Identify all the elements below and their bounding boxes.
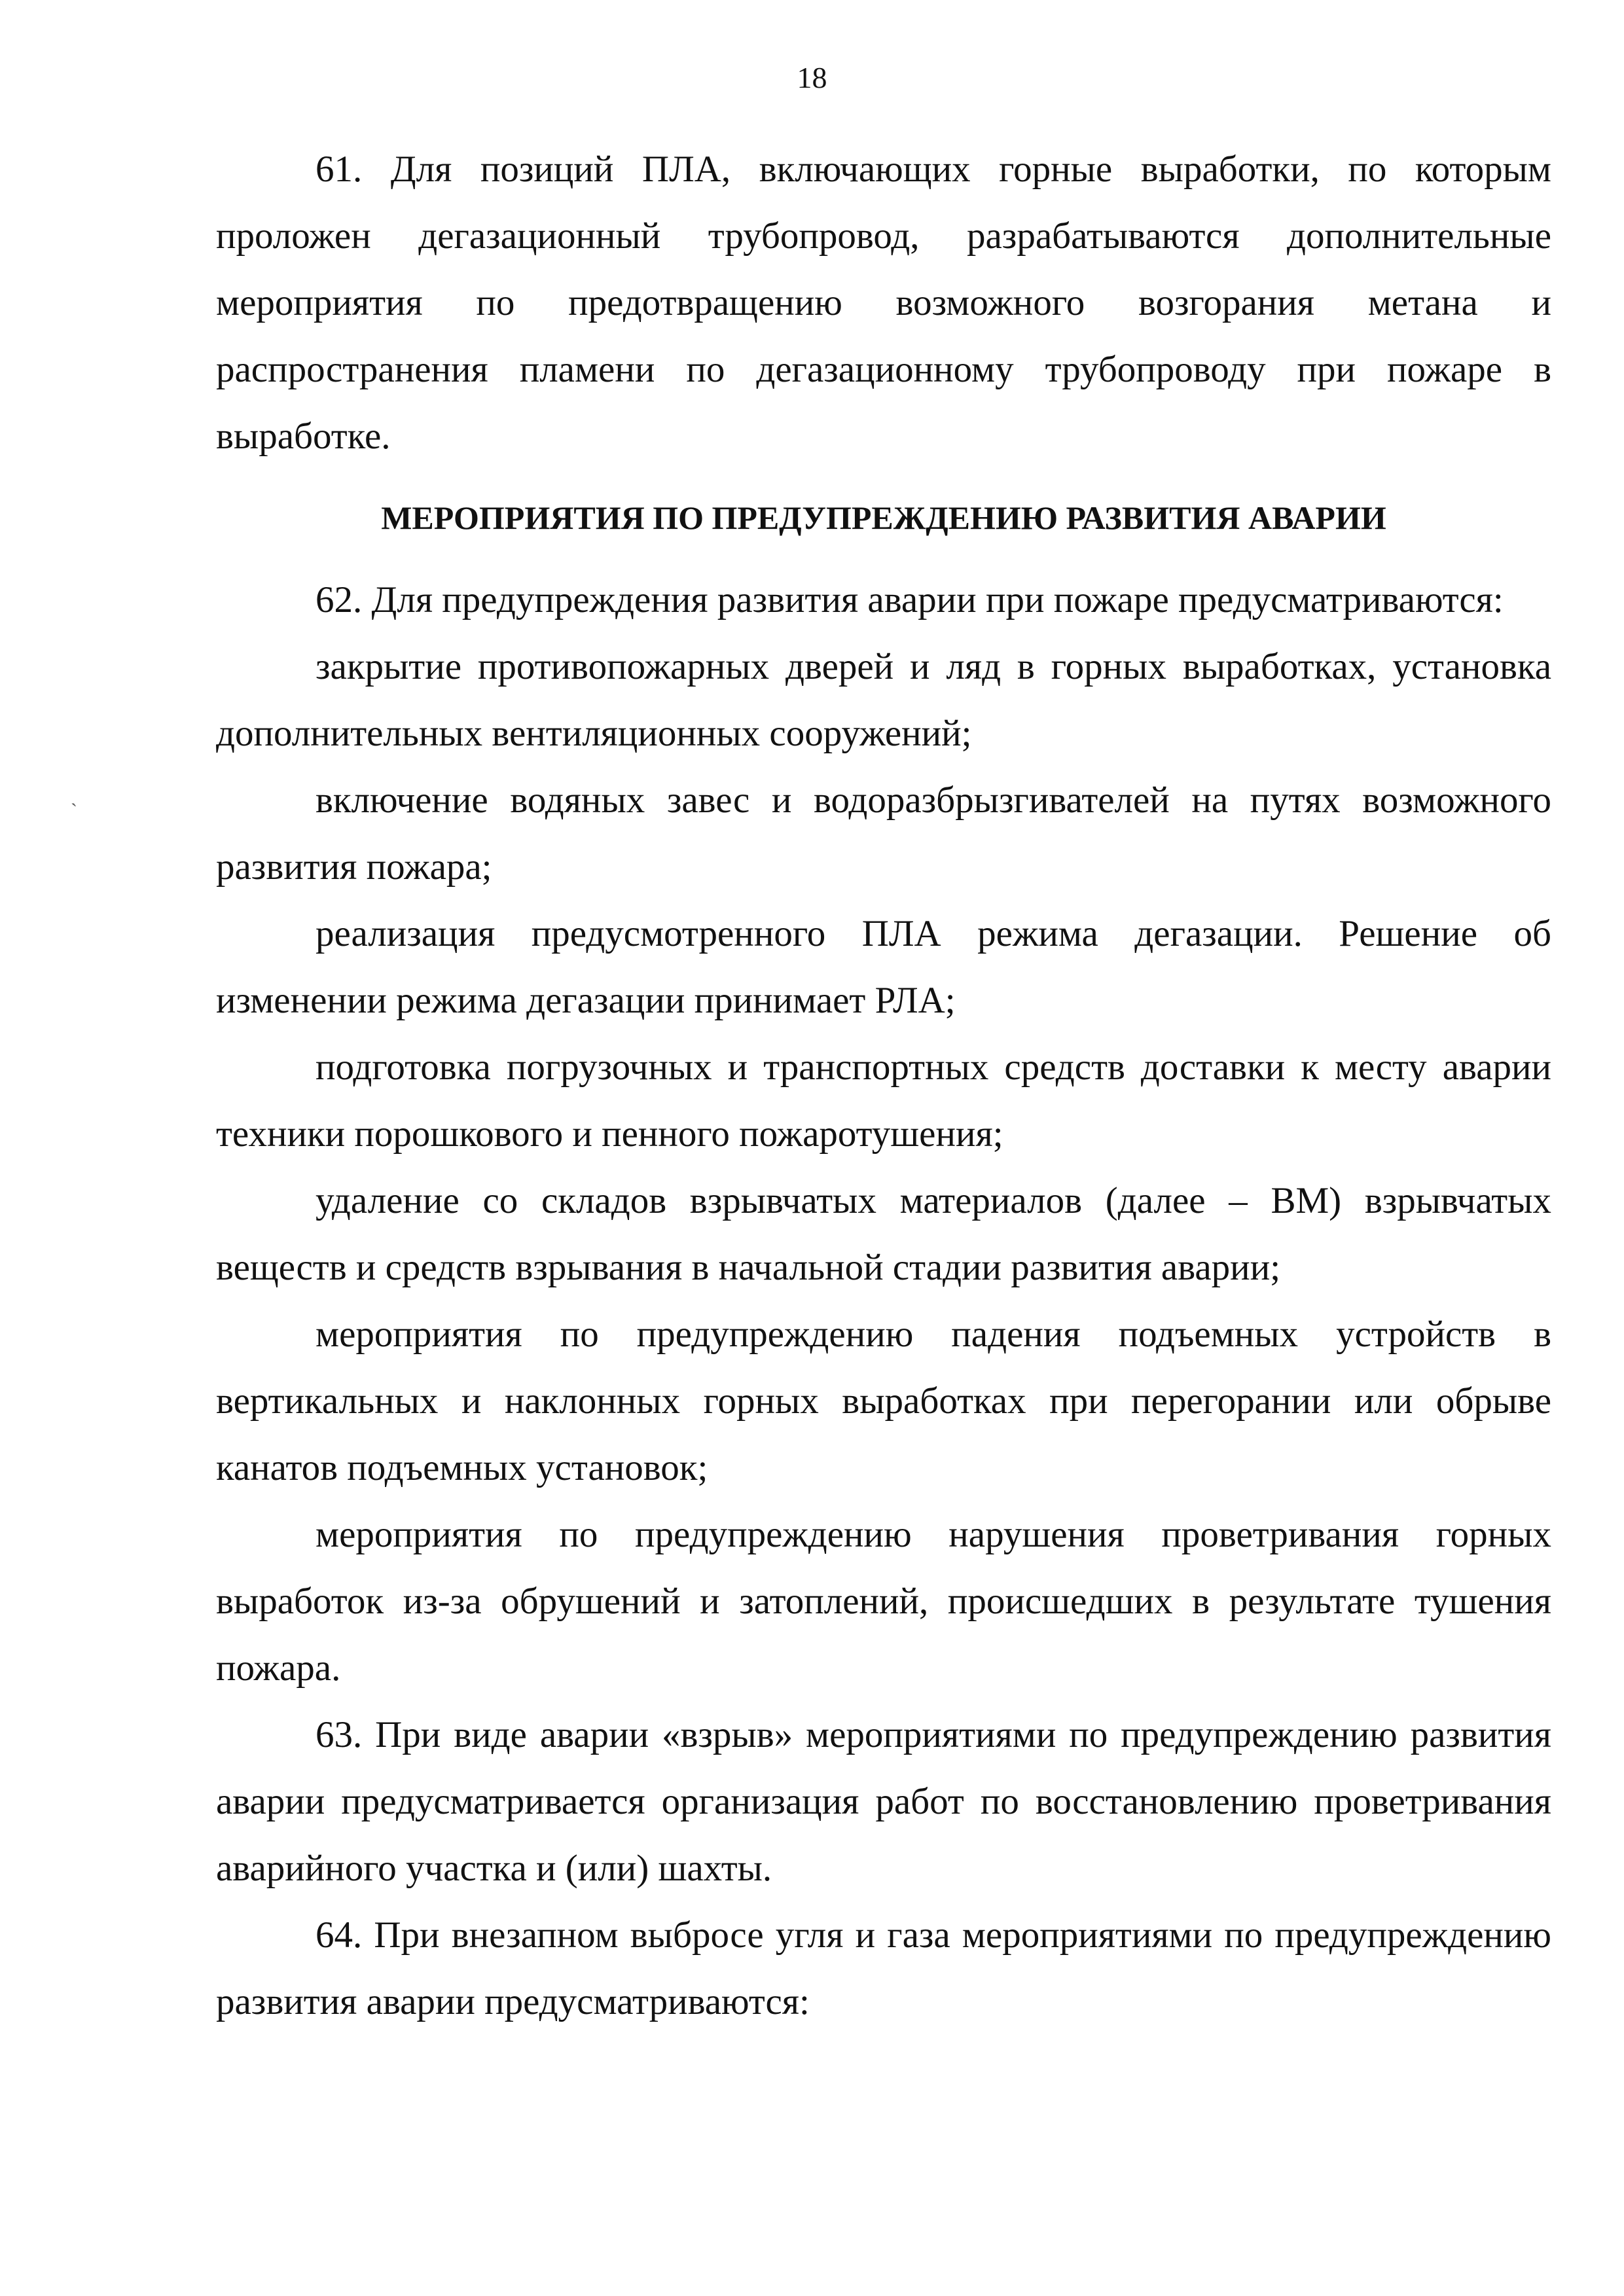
list-item-explosives: удаление со складов взрывчатых материалов (далее – ВМ) взрывчатых веществ и средств взрывания в начальной стадии развития аварии; (216, 1180, 1551, 1288)
paragraph-62: 62. Для предупреждения развития аварии при пожаре предусматриваются: (316, 579, 1504, 620)
scan-mark-icon: ` (71, 800, 77, 821)
paragraph-63: 63. При виде аварии «взрыв» мероприятиями по предупреждению развития аварии предусматривается организация работ по восстановлению проветривания аварийного участка и (или) шахты. (216, 1714, 1551, 1889)
section-heading: МЕРОПРИЯТИЯ ПО ПРЕДУПРЕЖДЕНИЮ РАЗВИТИЯ АВАРИИ (381, 499, 1386, 536)
paragraph-64: 64. При внезапном выбросе угля и газа мероприятиями по предупреждению развития аварии предусматриваются: (216, 1914, 1551, 2022)
document-body (216, 136, 1551, 2036)
list-item-ventilation: мероприятия по предупреждению нарушения проветривания горных выработок из-за обрушений и затоплений, происшедших в результате тушения пожара. (216, 1514, 1551, 1689)
list-item-doors: закрытие противопожарных дверей и ляд в горных выработках, установка дополнительных вентиляционных сооружений; (216, 646, 1551, 754)
list-item-water-curtains: включение водяных завес и водоразбрызгивателей на путях возможного развития пожара; (216, 780, 1551, 888)
list-item-degassing: реализация предусмотренного ПЛА режима дегазации. Решение об изменении режима дегазации принимает РЛА; (216, 913, 1551, 1021)
list-item-transport: подготовка погрузочных и транспортных средств доставки к месту аварии техники порошкового и пенного пожаротушения; (216, 1047, 1551, 1155)
paragraph-61: 61. Для позиций ПЛА, включающих горные выработки, по которым проложен дегазационный трубопровод, разрабатываются дополнительные мероприятия по предотвращению возможного возгорания метана и распространения пламени по дегазационному трубопроводу при пожаре в выработке. (216, 149, 1551, 457)
list-item-hoisting: мероприятия по предупреждению падения подъемных устройств в вертикальных и наклонных горных выработках при перегорании или обрыве канатов подъемных установок; (216, 1314, 1551, 1488)
page-number: 18 (797, 61, 827, 94)
